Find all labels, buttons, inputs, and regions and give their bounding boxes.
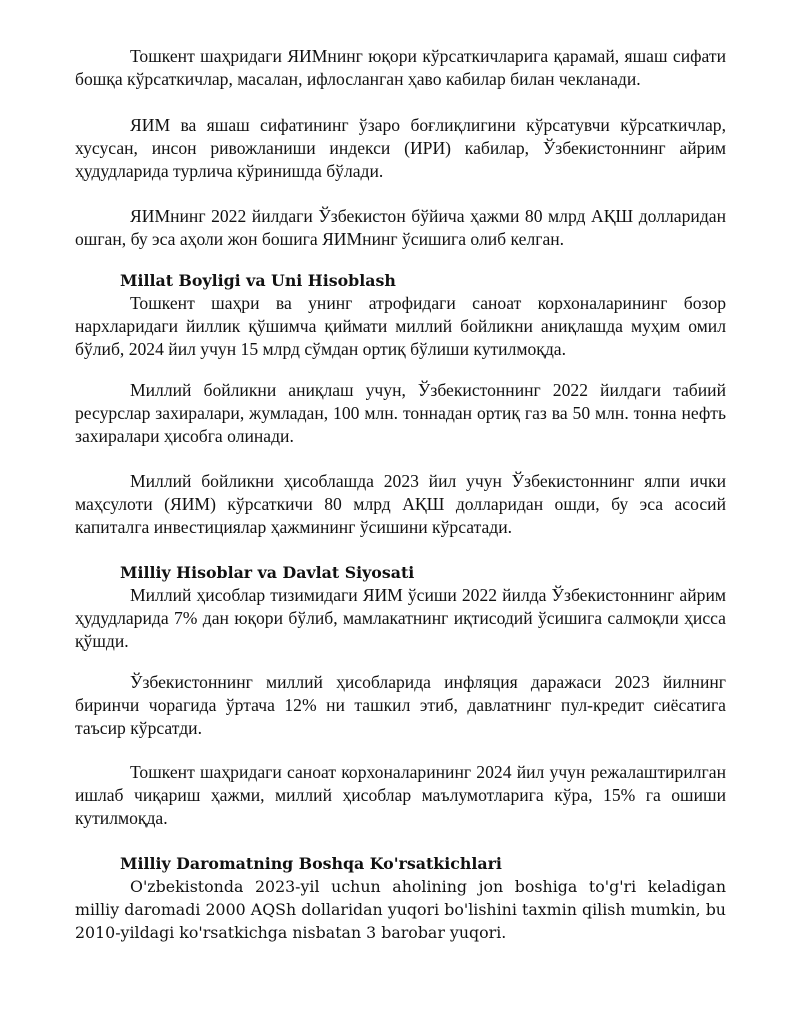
section-1-paragraph-1 [75, 292, 726, 361]
section-2-paragraph-1 [75, 584, 726, 653]
paragraph-text: Тошкент шаҳри ва унинг атрофидаги саноат корхоналарининг бозор нархларидаги йиллик қўшимча қиймати миллий бойликни аниқлашда муҳим омил бўлиб, 2024 йил учун 15 млрд сўмдан ортиқ бўлиши кутилмоқда. [75, 293, 726, 359]
section-3-heading [75, 852, 726, 875]
paragraph-text: ЯИМ ва яшаш сифатининг ўзаро боғлиқлигини кўрсатувчи кўрсаткичлар, хусусан, инсон ривожланиши индекси (ИРИ) кабилар, Ўзбекистоннинг айрим ҳудудларида турлича кўринишда бўлади. [75, 115, 726, 181]
section-2-paragraph-2 [75, 671, 726, 740]
section-1-paragraph-2 [75, 379, 726, 448]
section-1-paragraph-3 [75, 470, 726, 539]
intro-paragraph-2 [75, 114, 726, 183]
paragraph-text: Ўзбекистоннинг миллий ҳисобларида инфляция даражаси 2023 йилнинг биринчи чорагида ўртача 12% ни ташкил этиб, давлатнинг пул-кредит сиёсатига таъсир кўрсатди. [75, 672, 726, 738]
paragraph-text: ЯИМнинг 2022 йилдаги Ўзбекистон бўйича ҳажми 80 млрд АҚШ долларидан ошган, бу эса аҳоли жон бошига ЯИМнинг ўсишига олиб келган. [75, 206, 726, 249]
paragraph-text: Тошкент шаҳридаги ЯИМнинг юқори кўрсаткичларига қарамай, яшаш сифати бошқа кўрсаткичлар, масалан, ифлосланган ҳаво кабилар билан чекланади. [75, 46, 726, 89]
paragraph-text: Тошкент шаҳридаги саноат корхоналарининг 2024 йил учун режалаштирилган ишлаб чиқариш ҳажми, миллий ҳисоблар маълумотларига кўра, 15% га ошиши кутилмоқда. [75, 762, 726, 828]
paragraph-text: Миллий ҳисоблар тизимидаги ЯИМ ўсиши 2022 йилда Ўзбекистоннинг айрим ҳудудларида 7% дан юқори бўлиб, мамлакатнинг иқтисодий ўсишига салмоқли ҳисса қўшди. [75, 585, 726, 651]
section-3-paragraph-1 [75, 875, 726, 944]
paragraph-text: Миллий бойликни аниқлаш учун, Ўзбекистоннинг 2022 йилдаги табиий ресурслар захиралари, жумладан, 100 млн. тоннадан ортиқ газ ва 50 млн. тонна нефть захиралари ҳисобга олинади. [75, 380, 726, 446]
intro-paragraph-1 [75, 45, 726, 91]
section-1-heading [75, 269, 726, 292]
section-heading: Millat Boyligi va Uni Hisoblash [120, 271, 396, 290]
paragraph-text: Миллий бойликни ҳисоблашда 2023 йил учун Ўзбекистоннинг ялпи ички маҳсулоти (ЯИМ) кўрсаткичи 80 млрд АҚШ долларидан ошди, бу эса асосий капиталга инвестициялар ҳажмининг ўсишини кўрсатади. [75, 471, 726, 537]
section-heading: Milliy Daromatning Boshqa Ko'rsatkichlari [120, 854, 502, 873]
paragraph-text: O'zbekistonda 2023-yil uchun aholining jon boshiga to'g'ri keladigan milliy daromadi 2000 AQSh dollaridan yuqori bo'lishini taxmin qilish mumkin, bu 2010-yildagi ko'rsatkichga nisbatan 3 barobar yuqori. [75, 877, 726, 942]
intro-paragraph-3 [75, 205, 726, 251]
section-2-paragraph-3 [75, 761, 726, 830]
section-2-heading [75, 561, 726, 584]
section-heading: Milliy Hisoblar va Davlat Siyosati [120, 563, 415, 582]
